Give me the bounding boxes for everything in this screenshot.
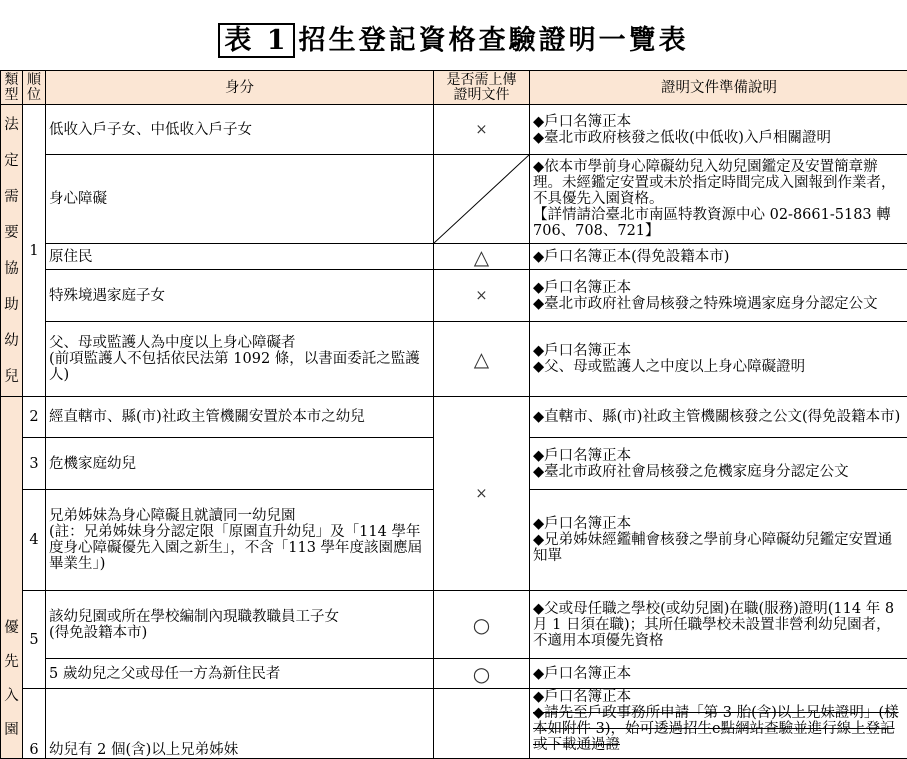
identity-cell: 危機家庭幼兒 [46,438,434,490]
order-cell: 5 [23,591,46,689]
diagonal-line-icon [434,155,529,243]
title-text: 招生登記資格查驗證明一覽表 [299,25,689,56]
doc-line: ◆臺北市政府社會局核發之危機家庭身分認定公文 [533,464,905,480]
upload-mark-cross: × [434,105,530,155]
table-row [1,155,907,244]
doc-line: ◆臺北市政府社會局核發之特殊境遇家庭身分認定公文 [533,296,905,312]
table-row [1,105,907,155]
table-row [1,270,907,322]
header-type: 類型 [1,71,23,105]
doc-line: ◆父或母任職之學校(或幼兒園)在職(服務)證明(114 年 8 月 1 日須在職)；其所任職學校未設置非營利幼兒園者，不適用本項優先資格 [533,601,905,649]
upload-mark-triangle: △ [434,322,530,397]
document-title [0,18,907,57]
category-priority: 優先入園 [1,397,23,759]
upload-mark-circle: ○ [434,591,530,659]
doc-line: ◆請先至戶政事務所申請「第 3 胎(含)以上兄妹證明」(樣本如附件 3)，始可透過招生e點網站查驗並進行線上登記或下載通過證 [533,705,905,753]
identity-cell: 幼兒有 2 個(含)以上兄弟姊妹 [46,689,434,759]
identity-main: 該幼兒園或所在學校編制內現職教職員工子女 [49,609,430,625]
upload-mark-triangle: △ [434,244,530,270]
upload-not-applicable [434,155,530,244]
doc-line: ◆兄弟姊妹經鑑輔會核發之學前身心障礙幼兒鑑定安置通知單 [533,532,905,564]
identity-cell: 經直轄市、縣(市)社政主管機關安置於本市之幼兒 [46,397,434,438]
upload-mark-cross: × [434,270,530,322]
doc-line: ◆戶口名簿正本 [533,114,905,130]
table-row [1,322,907,397]
doc-line: ◆臺北市政府核發之低收(中低收)入戶相關證明 [533,130,905,146]
doc-line: ◆戶口名簿正本 [533,689,905,705]
docs-cell [530,105,907,155]
docs-cell [530,322,907,397]
docs-cell [530,490,907,591]
eligibility-table [0,70,907,759]
order-cell: 3 [23,438,46,490]
doc-line: ◆戶口名簿正本 [533,448,905,464]
doc-line: ◆戶口名簿正本 [533,280,905,296]
identity-note: (註：兄弟姊妹身分認定限「原園直升幼兒」及「114 學年度身心障礙優先入園之新生」，不含「113 學年度該園應屆畢業生」) [49,524,430,572]
doc-line: ◆戶口名簿正本 [533,516,905,532]
identity-cell: 身心障礙 [46,155,434,244]
upload-mark-circle: ○ [434,659,530,689]
docs-cell [530,591,907,659]
doc-line: ◆戶口名簿正本(得免設籍本市) [533,249,905,265]
table-row [1,591,907,659]
docs-cell [530,397,907,438]
doc-line: ◆依本市學前身心障礙幼兒入幼兒園鑑定及安置簡章辦理。未經鑑定安置或未於指定時間完成入園報到作業者，不具優先入園資格。 [533,159,905,207]
doc-line: ◆父、母或監護人之中度以上身心障礙證明 [533,359,905,375]
identity-main: 父、母或監護人為中度以上身心障礙者 [49,335,430,351]
category-legal: 法定需要協助幼兒 [1,105,23,397]
docs-cell [530,438,907,490]
title-table-number: 表 1 [218,23,294,58]
docs-cell [530,155,907,244]
table-header-row [1,71,907,105]
identity-cell [46,322,434,397]
identity-cell [46,591,434,659]
identity-cell [46,490,434,591]
identity-cell: 低收入戶子女、中低收入戶子女 [46,105,434,155]
docs-cell [530,689,907,759]
header-order: 順位 [23,71,46,105]
table-row [1,659,907,689]
identity-main: 兄弟姊妹為身心障礙且就讀同一幼兒園 [49,508,430,524]
doc-line: ◆戶口名簿正本 [533,343,905,359]
order-cell: 4 [23,490,46,591]
header-upload: 是否需上傳證明文件 [434,71,530,105]
upload-mark-cross: × [434,397,530,591]
header-identity: 身分 [46,71,434,105]
doc-line: ◆直轄市、縣(市)社政主管機關核發之公文(得免設籍本市) [533,409,905,425]
order-cell: 2 [23,397,46,438]
identity-note: (得免設籍本市) [49,625,430,641]
docs-cell [530,244,907,270]
order-cell: 1 [23,105,46,397]
upload-mark-empty [434,689,530,759]
identity-cell: 5 歲幼兒之父或母任一方為新住民者 [46,659,434,689]
header-docs: 證明文件準備說明 [530,71,907,105]
identity-cell: 特殊境遇家庭子女 [46,270,434,322]
table-row [1,244,907,270]
doc-line: 【詳情請洽臺北市南區特教資源中心 02-8661-5183 轉 706、708、721】 [533,207,905,239]
table-row [1,397,907,438]
table-row [1,689,907,759]
identity-note: (前項監護人不包括依民法第 1092 條，以書面委託之監護人) [49,351,430,383]
order-cell: 6 [23,689,46,759]
docs-cell [530,659,907,689]
identity-cell: 原住民 [46,244,434,270]
doc-line: ◆戶口名簿正本 [533,666,905,682]
docs-cell [530,270,907,322]
